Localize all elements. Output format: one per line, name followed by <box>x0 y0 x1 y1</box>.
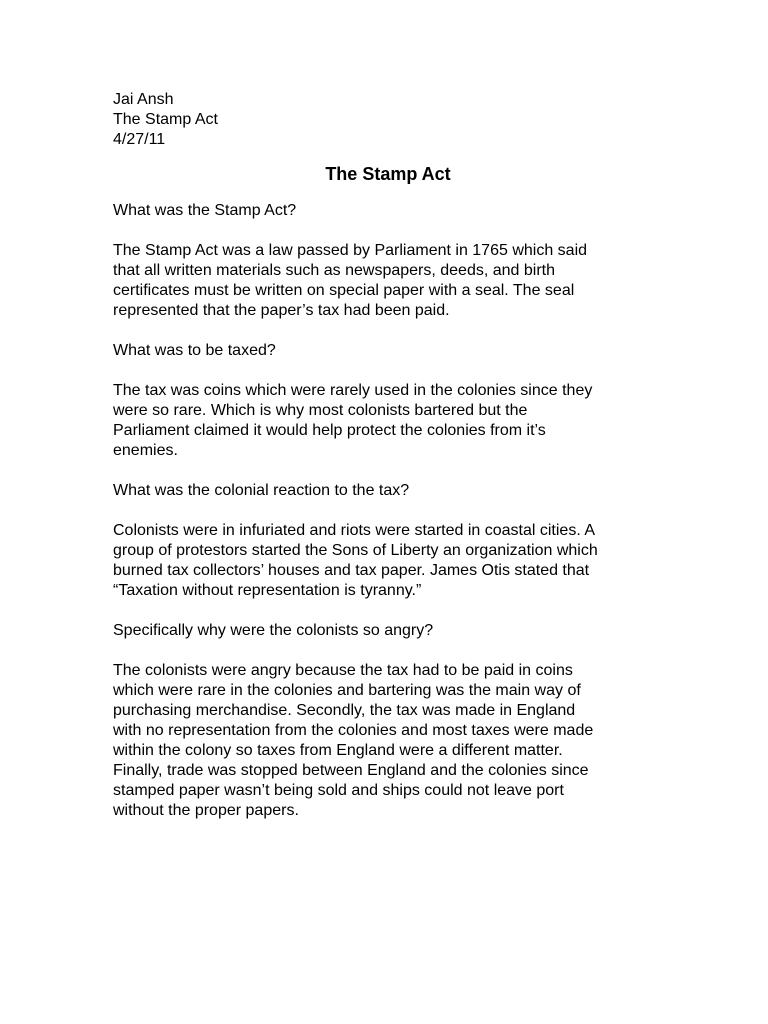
answer-line: that all written materials such as newspapers, deeds, and birth <box>113 262 556 279</box>
answer-line: The colonists were angry because the tax had to be paid in coins <box>113 662 573 679</box>
answer-line: Parliament claimed it would help protect the colonies from it’s <box>113 422 546 439</box>
answer-paragraph <box>113 241 663 321</box>
answer-line: were so rare. Which is why most colonists bartered but the <box>113 402 528 419</box>
question: What was to be taxed? <box>113 342 276 359</box>
qa-section-taxed <box>113 341 663 461</box>
header-date: 4/27/11 <box>113 131 166 148</box>
answer-line: burned tax collectors’ houses and tax paper. James Otis stated that <box>113 562 590 579</box>
answer-line: The tax was coins which were rarely used in the colonies since they <box>113 382 593 399</box>
answer-line: represented that the paper’s tax had been paid. <box>113 302 450 319</box>
page-title: The Stamp Act <box>325 164 451 184</box>
answer-line: stamped paper wasn’t being sold and ships could not leave port <box>113 782 564 799</box>
answer-line: certificates must be written on special paper with a seal. The seal <box>113 282 575 299</box>
answer-line: The Stamp Act was a law passed by Parliament in 1765 which said <box>113 242 588 259</box>
header-subject: The Stamp Act <box>113 111 218 128</box>
qa-section-angry <box>113 621 663 821</box>
answer-paragraph <box>113 661 663 821</box>
question: What was the Stamp Act? <box>113 202 297 219</box>
question: What was the colonial reaction to the tax? <box>113 482 410 499</box>
answer-line: within the colony so taxes from England were a different matter. <box>113 742 563 759</box>
answer-line: which were rare in the colonies and bartering was the main way of <box>113 682 581 699</box>
qa-section-reaction <box>113 481 663 601</box>
document-body <box>113 90 663 821</box>
answer-line: group of protestors started the Sons of Liberty an organization which <box>113 542 598 559</box>
author-name: Jai Ansh <box>113 91 174 108</box>
answer-line: without the proper papers. <box>113 802 299 819</box>
answer-line: “Taxation without representation is tyranny.” <box>113 582 422 599</box>
answer-line: with no representation from the colonies and most taxes were made <box>113 722 594 739</box>
header-block <box>113 90 663 150</box>
qa-section-stamp-act <box>113 201 663 321</box>
answer-line: purchasing merchandise. Secondly, the tax was made in England <box>113 702 576 719</box>
question: Specifically why were the colonists so angry? <box>113 622 434 639</box>
answer-paragraph <box>113 521 663 601</box>
answer-line: Colonists were in infuriated and riots were started in coastal cities. A <box>113 522 596 539</box>
answer-line: enemies. <box>113 442 178 459</box>
answer-paragraph <box>113 381 663 461</box>
answer-line: Finally, trade was stopped between England and the colonies since <box>113 762 589 779</box>
